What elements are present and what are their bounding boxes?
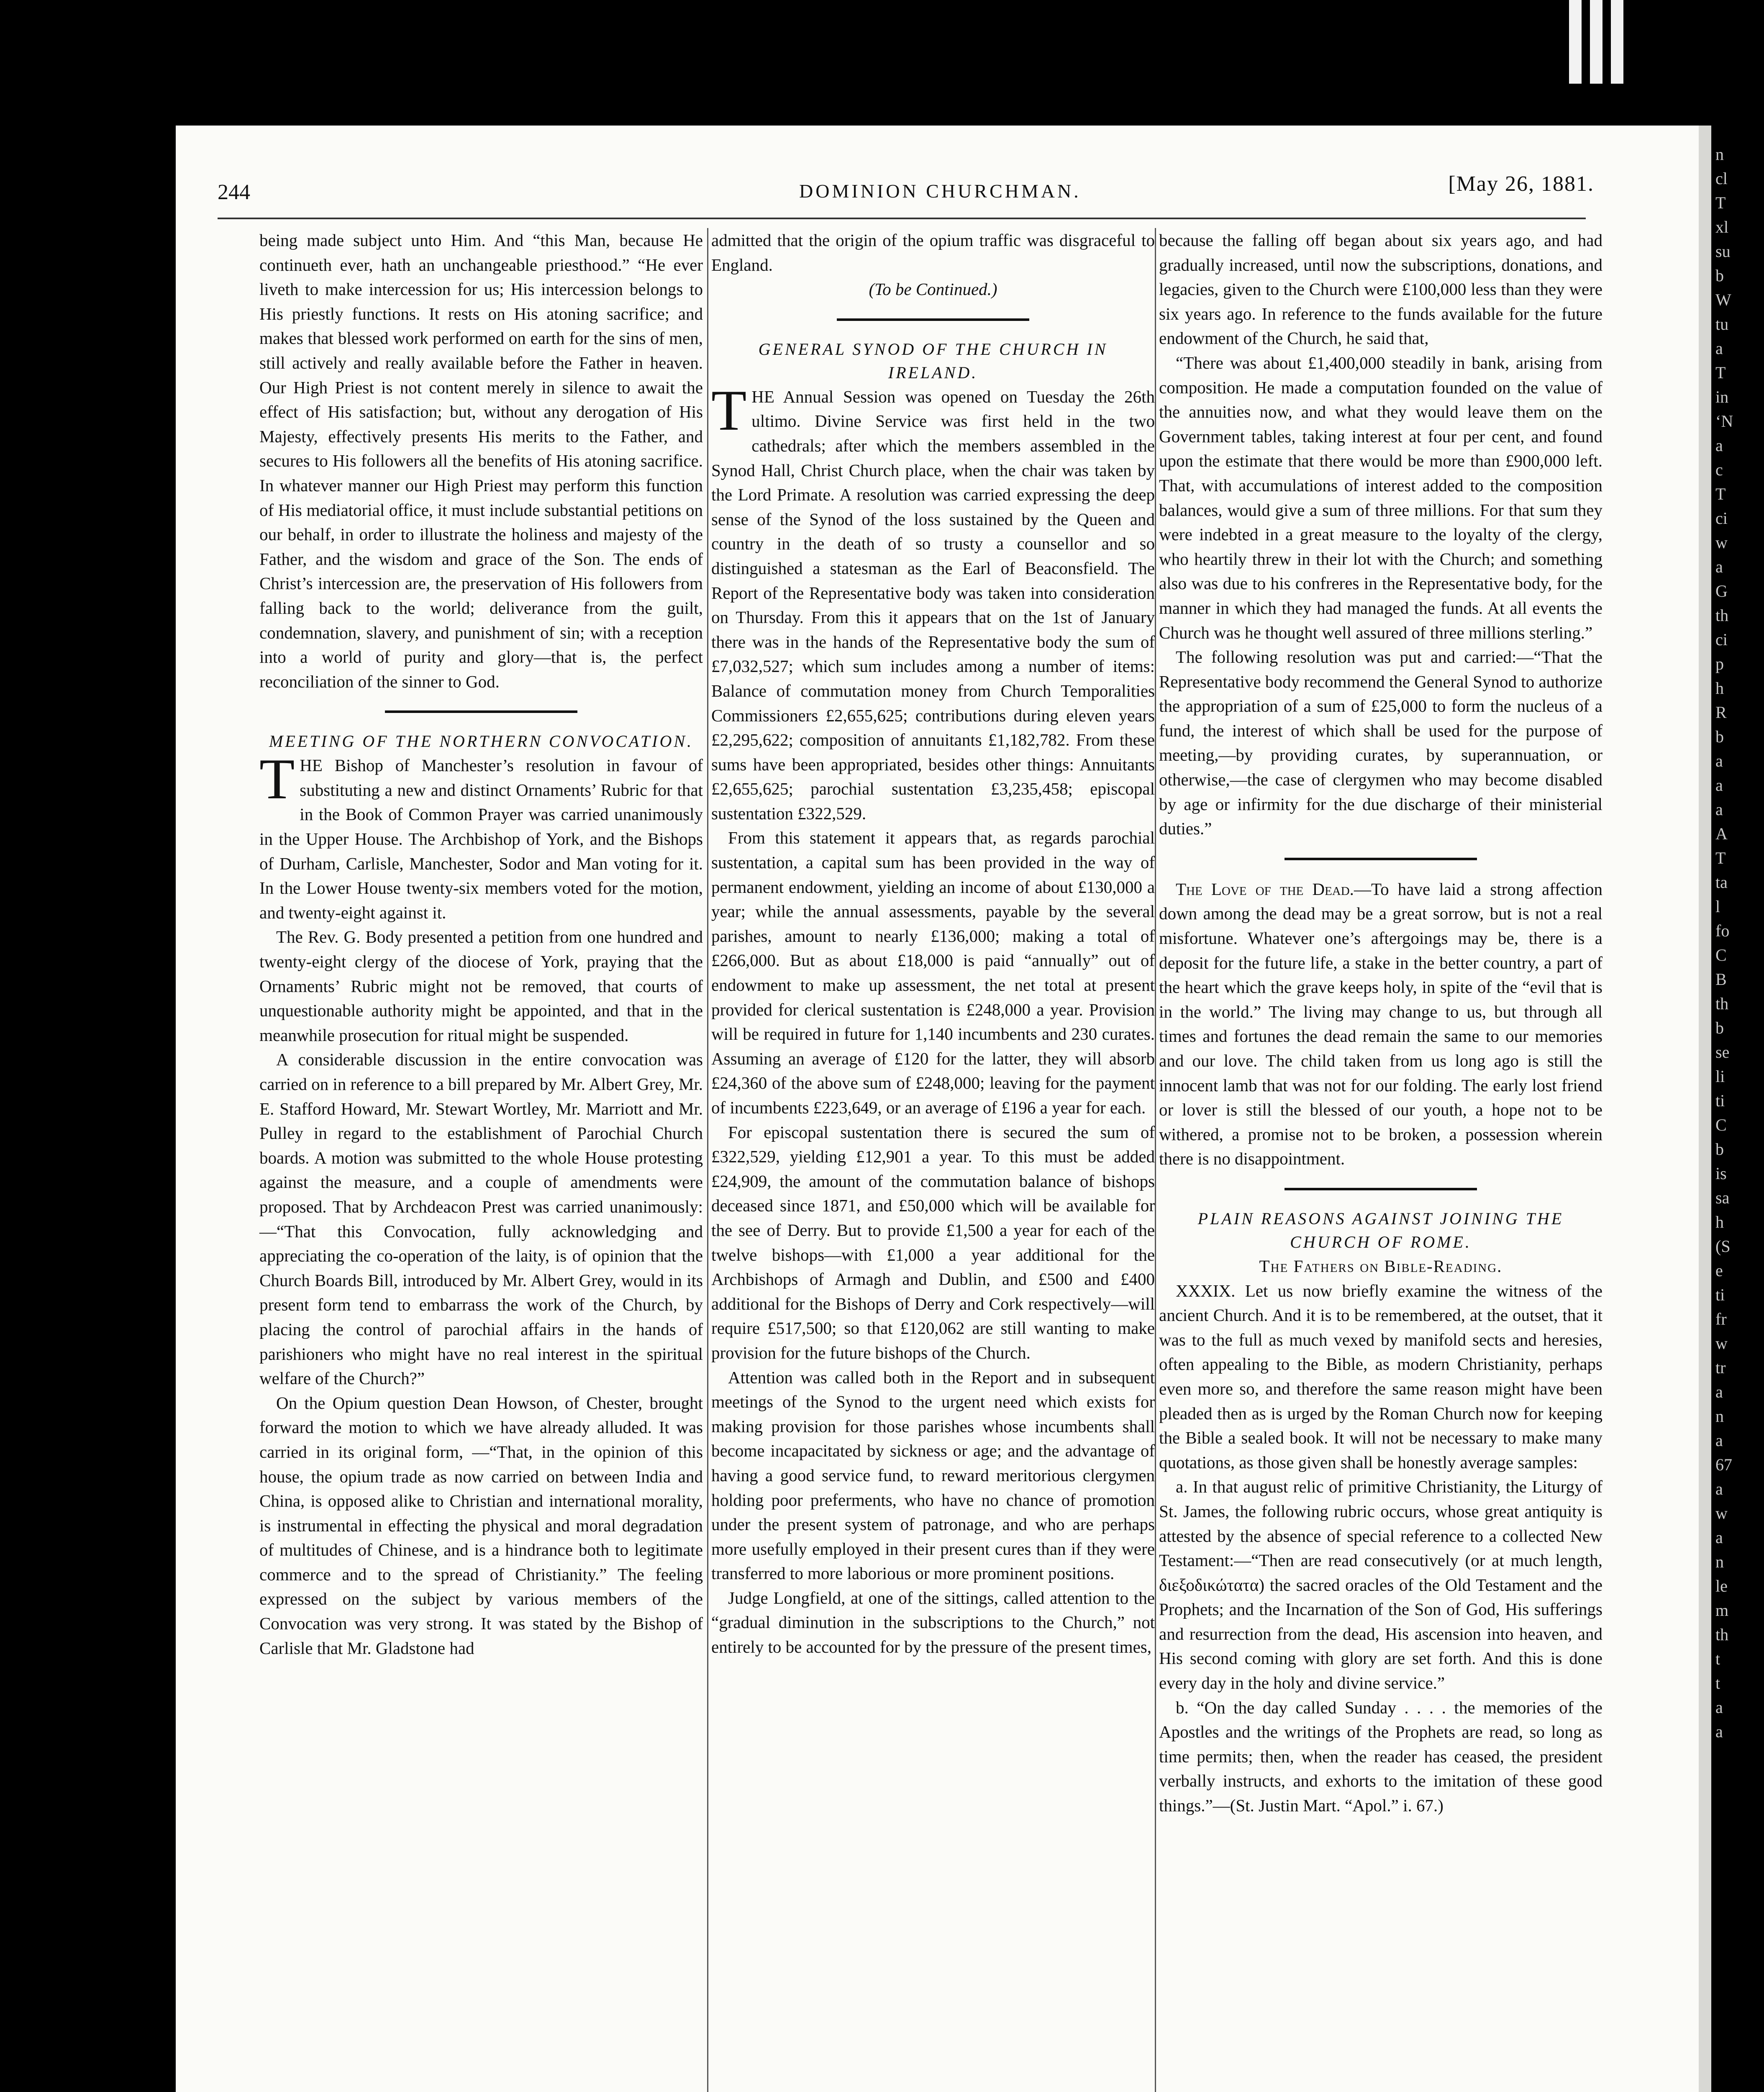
article-heading: GENERAL SYNOD OF THE CHURCH IN IRELAND. — [758, 339, 1108, 382]
page-header — [218, 167, 1594, 205]
margin-fragment: su — [1715, 242, 1731, 261]
margin-fragment: b — [1715, 1018, 1724, 1037]
drop-cap: T — [259, 747, 295, 811]
margin-fragment: B — [1715, 970, 1727, 989]
facing-page-fragments — [1715, 142, 1764, 2092]
margin-fragment: A — [1715, 824, 1728, 843]
margin-fragment: a — [1715, 1382, 1723, 1401]
margin-fragment: n — [1715, 1552, 1724, 1571]
article-paragraph — [259, 747, 703, 925]
margin-fragment: l — [1715, 897, 1720, 916]
article-paragraph: For episcopal sustentation there is secured the sum of £322,529, yielding £12,901 a year. To this must be added £24,909, the amount of the commutation balance of bishops deceased since 1871, and £50,000 which will be available for the see of Derry. But to provide £1,500 a year for each of the twelve bishops—with £1,000 a year additional for the Archbishops of Armagh and Dublin, and £500 and £400 additional for the Bishops of Derry and Cork respectively—will require £517,500; so that £120,062 are still wanting to make provision for the future bishops of the Church. — [711, 1122, 1155, 1362]
article-subheading: The Fathers on Bible-Reading. — [1259, 1256, 1502, 1276]
margin-fragment: xl — [1715, 218, 1729, 236]
article-heading: PLAIN REASONS AGAINST JOINING THE CHURCH OF ROME. — [1197, 1209, 1564, 1251]
section-separator — [837, 318, 1029, 321]
issue-date: [May 26, 1881. — [1448, 172, 1594, 196]
margin-fragment: sa — [1715, 1188, 1730, 1207]
margin-fragment: b — [1715, 1140, 1724, 1159]
article-paragraph: because the falling off began about six years ago, and had gradually increased, until now the subscriptions, donations, and legacies, given to the Church were £100,000 less than they were six years ago. In reference to the funds available for the future endowment of the Church, he said that, — [1159, 231, 1602, 348]
column-rule — [707, 228, 708, 2092]
margin-fragment: G — [1715, 582, 1728, 600]
article-paragraph: Judge Longfield, at one of the sittings, called attention to the “gradual diminution in the subscriptions to the Church,” not entirely to be accounted for by the pressure of the present times, — [711, 1588, 1155, 1657]
article-text: HE Annual Session was opened on Tuesday the 26th ultimo. Divine Service was first held in the two cathedrals; after which the members assembled in the Synod Hall, Christ Church place, when the chair was taken by the Lord Primate. A resolution was carried expressing the deep sense of the Synod of the loss sustained by the Queen and country in the death of so trusty a counsellor and so distinguished a statesman as the Earl of Beaconsfield. The Report of the Representative body was taken into consideration on Thursday. From this it appears that on the 1st of January there was in the hands of the Representative body the sum of £7,032,527; which sum includes among a number of items: Balance of commutation money from Church Temporalities Commissioners £2,655,625; contributions during eleven years £2,295,622; composition of annuitants £1,182,782. From these sums have been appropriated, besides other things: Annuitants £2,655,625; parochial sustentation £3,235,458; episcopal sustentation £322,529. — [711, 387, 1155, 823]
margin-fragment: R — [1715, 703, 1727, 722]
margin-fragment: C — [1715, 1115, 1727, 1134]
margin-fragment: h — [1715, 1213, 1724, 1231]
margin-fragment: ci — [1715, 630, 1728, 649]
article-text: HE Bishop of Manchester’s resolution in favour of substituting a new and distinct Ornaments’ Rubric for that in the Book of Common Prayer was carried unanimously in the Upper House. The Archbishop of York, and the Bishops of Durham, Carlisle, Manchester, Sodor and Man voting for it. In the Lower House twenty-six members voted for the motion, and twenty-eight against it. — [259, 756, 703, 922]
margin-fragment: t — [1715, 1674, 1720, 1692]
article-paragraph: The Rev. G. Body presented a petition from one hundred and twenty-eight clergy of the diocese of York, praying that the Ornaments’ Rubric might not be removed, that courts of unquestionable authority might be appointed, and that in the meanwhile prosecution for ritual might be suspended. — [259, 927, 703, 1045]
column-2 — [711, 228, 1155, 1659]
margin-fragment: li — [1715, 1067, 1725, 1086]
margin-fragment: w — [1715, 1504, 1728, 1523]
article-paragraph — [1159, 877, 1602, 1171]
margin-fragment: ta — [1715, 873, 1728, 892]
margin-fragment: b — [1715, 727, 1724, 746]
margin-fragment: T — [1715, 485, 1726, 503]
margin-fragment: fr — [1715, 1310, 1727, 1328]
margin-fragment: fo — [1715, 921, 1730, 940]
page-edge — [1699, 126, 1711, 2092]
margin-fragment: ti — [1715, 1285, 1725, 1304]
margin-fragment: a — [1715, 436, 1723, 455]
item-lead: The Love of the Dead. — [1176, 879, 1354, 899]
margin-fragment: a — [1715, 776, 1723, 795]
margin-fragment: a — [1715, 1479, 1723, 1498]
binding-mark-top — [1611, 0, 1623, 84]
margin-fragment: a — [1715, 1698, 1723, 1717]
column-rule — [1155, 228, 1156, 2092]
margin-fragment: ‘N — [1715, 412, 1733, 431]
margin-fragment: w — [1715, 533, 1728, 552]
margin-fragment: n — [1715, 1407, 1724, 1425]
margin-fragment: c — [1715, 460, 1723, 479]
section-separator — [385, 710, 577, 713]
article-paragraph: The following resolution was put and carried:—“That the Representative body recommend the General Synod to authorize the appropriation of a sum of £25,000 to form the nucleus of a fund, the interest of which shall be used for the purpose of meeting,—by providing curates, by superannuation, or otherwise,—the case of clergymen who may become disabled by age or infirmity for the due discharge of their ministerial duties.” — [1159, 647, 1602, 838]
margin-fragment: in — [1715, 387, 1729, 406]
article-paragraph: “There was about £1,400,000 steadily in bank, arising from composition. He made a computation founded on the value of the annuities now, and what they would leave them on the Government tables, taking interest at four per cent, and found upon the estimate that there would be more than £900,000 left. That, with accumulations of interest added to the composition balances, would give a sum of three millions. For that sum they were indebted in a great measure to the loyalty of the clergy, who heartily threw in their lot with the Church; and something also was due to his confreres in the Representative body, for the manner in which they had managed the funds. At all events the Church was he thought well assured of three millions sterling.” — [1159, 353, 1602, 642]
article-paragraph: b. “On the day called Sunday . . . . the memories of the Apostles and the writings of the Prophets are read, so long as time permits; then, when the reader has ceased, the president verbally instructs, and exhorts to the imitation of these good things.”—(St. Justin Mart. “Apol.” i. 67.) — [1159, 1697, 1602, 1815]
margin-fragment: a — [1715, 751, 1723, 770]
margin-fragment: se — [1715, 1043, 1730, 1061]
page-number: 244 — [218, 180, 250, 204]
article-heading: MEETING OF THE NORTHERN CONVOCATION. — [269, 732, 694, 751]
margin-fragment: W — [1715, 290, 1731, 309]
margin-fragment: T — [1715, 849, 1726, 867]
section-separator — [1285, 858, 1477, 860]
margin-fragment: T — [1715, 193, 1726, 212]
article-paragraph: On the Opium question Dean Howson, of Chester, brought forward the motion to which we have already alluded. It was carried in its original form, —“That, in the opinion of this house, the opium trade as now carried on between India and China, is opposed alike to Christian and international morality, is instrumental in effecting the physical and moral degradation of multitudes of Chinese, and is a hindrance both to legitimate commerce and to the spread of Christianity.” The feeling expressed on the subject by various members of the Convocation was very strong. It was stated by the Bishop of Carlisle that Mr. Gladstone had — [259, 1393, 703, 1658]
margin-fragment: n — [1715, 145, 1724, 164]
article-paragraph: being made subject unto Him. And “this Man, because He continueth ever, hath an unchangeable priesthood.” “He ever liveth to make intercession for us; His intercession belongs to His priestly functions. It rests on His atoning sacrifice; and makes that blessed work performed on earth for the sins of men, still actively and really available before the Father in heaven. Our High Priest is not content merely in silence to await the effect of His satisfaction; but, without any derogation of His Majesty, effectively presents His merits to the Father, and secures to His followers all the benefits of His atoning sacrifice. In whatever manner our High Priest may perform this function of His mediatorial office, it must include substantial petitions on our behalf, in order to illustrate the holiness and majesty of the Father, and the wisdom and grace of the Son. The ends of Christ’s intercession are, the preservation of His followers from falling back to the world; deliverance from the guilt, condemnation, slavery, and punishment of sin; with a reception into a world of purity and glory—that is, the perfect reconciliation of the sinner to God. — [259, 231, 703, 691]
margin-fragment: C — [1715, 946, 1727, 964]
margin-fragment: b — [1715, 266, 1724, 285]
article-paragraph: From this statement it appears that, as regards parochial sustentation, a capital sum has been provided in the way of permanent endowment, yielding an income of about £130,000 a year; while the annual assessments, payable by the several parishes, amount to nearly £136,000; making a total of £266,000. But as about £18,000 is paid “annually” out of endowment to make up assessment, the net total at present provided for clerical sustentation is £248,000 a year. Provision will be required in future for 1,140 incumbents and 230 curates. Assuming an average of £120 for the latter, they will absorb £24,360 of the above sum of £248,000; leaving for the payment of incumbents £223,649, or an average of £196 a year for each. — [711, 828, 1155, 1117]
article-paragraph — [711, 378, 1155, 826]
margin-fragment: tu — [1715, 315, 1729, 333]
margin-fragment: le — [1715, 1577, 1728, 1595]
margin-fragment: a — [1715, 800, 1723, 819]
column-3 — [1159, 228, 1602, 1818]
continued-note: (To be Continued.) — [869, 279, 997, 299]
margin-fragment: cl — [1715, 169, 1728, 188]
margin-fragment: a — [1715, 557, 1723, 576]
publication-title: DOMINION CHURCHMAN. — [799, 180, 1081, 202]
margin-fragment: ci — [1715, 509, 1728, 528]
margin-fragment: T — [1715, 363, 1726, 382]
margin-fragment: 67 — [1715, 1455, 1732, 1474]
margin-fragment: th — [1715, 994, 1729, 1013]
margin-fragment: (S — [1715, 1237, 1731, 1256]
margin-fragment: h — [1715, 679, 1724, 697]
margin-fragment: ti — [1715, 1091, 1725, 1110]
article-paragraph: admitted that the origin of the opium traffic was disgraceful to England. — [711, 231, 1155, 274]
article-paragraph: Attention was called both in the Report and in subsequent meetings of the Synod to the urgent need which exists for making provision for those parishes whose incumbents shall become incapacitated by sickness or age; and the advantage of having a good service fund, to reward meritorious clergymen holding poor preferments, who have no chance of promotion under the present system of patronage, and who are perhaps more usefully employed in their present cures than if they were transferred to more laborious or more prominent positions. — [711, 1367, 1155, 1583]
binding-mark-top — [1590, 0, 1602, 84]
margin-fragment: m — [1715, 1601, 1729, 1620]
margin-fragment: th — [1715, 1625, 1729, 1644]
margin-fragment: tr — [1715, 1358, 1726, 1377]
drop-cap: T — [711, 378, 747, 442]
header-rule — [218, 218, 1586, 219]
margin-fragment: a — [1715, 1528, 1723, 1547]
article-paragraph: XXXIX. Let us now briefly examine the witness of the ancient Church. And it is to be remembered, at the outset, that it was to the full as much vexed by manifold sects and heresies, often appealing to the Bible, as modern Christianity, perhaps even more so, and therefore the same reason might have been pleaded then as is urged by the Roman Church now for keeping the Bible a sealed book. It will not be necessary to make many quotations, as those given shall be honestly average samples: — [1159, 1281, 1602, 1472]
section-separator — [1285, 1188, 1477, 1190]
article-text: —To have laid a strong affection down among the dead may be a great sorrow, but is not a real misfortune. Whatever one’s aftergoings may be, there is a deposit for the future life, a stake in the better country, a part of the heart which the grave keeps holy, in spite of the “evil that is in the world.” The living may change to us, but through all times and fortunes the dead remain the same to our memories and our love. The child taken from us long ago is still the innocent lamb that was not for our folding. The early lost friend or lover is still the blessed of our youth, a hope not to be withered, a promise not to be broken, a possession wherein there is no disappointment. — [1159, 879, 1602, 1169]
margin-fragment: a — [1715, 1431, 1723, 1450]
article-paragraph: A considerable discussion in the entire convocation was carried on in reference to a bill prepared by Mr. Albert Grey, Mr. E. Stafford Howard, Mr. Stewart Wortley, Mr. Marriott and Mr. Pulley in regard to the establishment of Parochial Church boards. A motion was submitted to the whole House protesting against the measure, and a couple of amendments were proposed. That by Archdeacon Prest was carried unanimously:—“That this Convocation, fully acknowledging and appreciating the co-operation of the laity, is of opinion that the Church Boards Bill, introduced by Mr. Albert Grey, would in its present form tend to embarrass the work of the Church, by placing the control of parochial affairs in the hands of parishioners who might have no real interest in the spiritual welfare of the Church?” — [259, 1050, 703, 1388]
column-1 — [259, 228, 703, 1660]
margin-fragment: th — [1715, 606, 1729, 625]
margin-fragment: a — [1715, 339, 1723, 358]
margin-fragment: p — [1715, 654, 1724, 673]
binding-mark-top — [1569, 0, 1582, 84]
margin-fragment: w — [1715, 1334, 1728, 1353]
margin-fragment: a — [1715, 1722, 1723, 1741]
article-paragraph: a. In that august relic of primitive Christianity, the Liturgy of St. James, the following rubric occurs, whose great antiquity is attested by the absence of special reference to a collected New Testament:—“Then are read consecutively (or at much length, διεξοδικώτατα) the sacred oracles of the Old Testament and the Prophets; and the Incarnation of the Son of God, His sufferings and resurrection from the dead, His ascension into heaven, and His second coming with glory are set forth. And this is done every day in the holy and divine service.” — [1159, 1477, 1602, 1693]
margin-fragment: is — [1715, 1164, 1727, 1183]
margin-fragment: e — [1715, 1261, 1723, 1280]
margin-fragment: t — [1715, 1649, 1720, 1668]
